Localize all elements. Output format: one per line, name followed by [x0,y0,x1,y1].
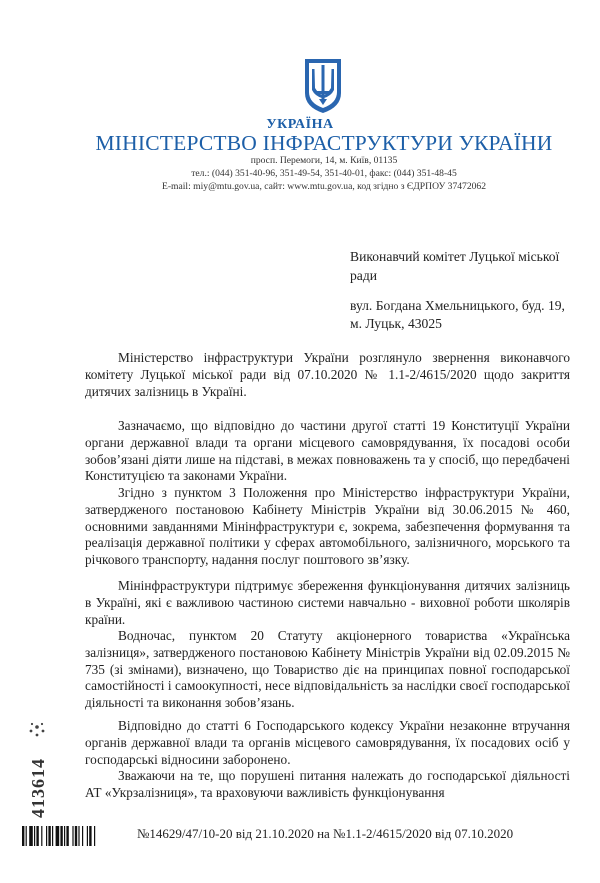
recipient-street: вул. Богдана Хмельницького, буд. 19, [350,298,565,313]
paragraph-4: Мінінфраструктури підтримує збереження функціонування дитячих залізниць в Україні, які є важливою частиною системи навчально - виховної роботи школярів країни. [85,578,570,627]
barcode-icon [22,826,137,846]
stamp-number-text: 413614 [28,758,48,818]
paragraph-2: Зазначаємо, що відповідно до частини другої статті 19 Конституції України органи державної влади та органи місцевого самоврядування, їх посадові особи зобов’язані діяти лише на підставі, в межах повноважень та у спосіб, що передбачені Конституцією та законами України. [85,418,570,484]
ministry-address: просп. Перемоги, 14, м. Київ, 01135 [250,155,398,166]
paragraph-5: Водночас, пунктом 20 Статуту акціонерного товариства «Українська залізниця», затвердженого постановою Кабінету Міністрів України від 02.09.2015 № 735 (зі змінами), визначено, що Товариство діє на принципах повної господарської самостійності і самоокупності, несе відповідальність за наслідки своєї господарської діяльності та виконання зобов’язань. [85,628,570,711]
paragraph-3: Згідно з пунктом 3 Положення про Міністерство інфраструктури України, затвердженого постановою Кабінету Міністрів України від 30.06.2015 № 460, основними завданнями Мінінфраструктури є, зокрема, забезпечення формування та реалізація державної політики у сферах автомобільного, залізничного, морського та річкового транспорту, надання послуг поштового зв’язку. [85,485,570,568]
registration-number: №14629/47/10-20 від 21.10.2020 на №1.1-2/4615/2020 від 07.10.2020 [137,826,514,841]
paragraph-7: Зважаючи на те, що порушені питання належать до господарської діяльності АТ «Укрзалізниця», та враховуючи важливість функціонування [85,768,570,800]
country-title: УКРАЇНА [266,117,334,132]
document-stamp-number [14,718,54,823]
paragraph-6: Відповідно до статті 6 Господарського кодексу України незаконне втручання органів державної влади та органів місцевого самоврядування, їх посадових осіб у господарські відносини заборонено. [85,718,570,767]
paragraph-1: Міністерство інфраструктури України розглянуло звернення виконавчого комітету Луцької міської ради від 07.10.2020 № 1.1-2/4615/2020 щодо закриття дитячих залізниць в Україні. [85,350,570,399]
recipient-line-1: Виконавчий комітет Луцької міської [350,249,560,264]
ministry-email: E-mail: miy@mtu.gov.ua, сайт: www.mtu.gov.ua, код згідно з ЄДРПОУ 37472062 [161,181,487,192]
recipient-line-2: ради [350,268,378,283]
ministry-phones: тел.: (044) 351-40-96, 351-49-54, 351-40-01, факс: (044) 351-48-45 [191,168,457,179]
stamp-ornament-icon [30,723,45,737]
trident-icon [302,55,344,115]
ministry-title: МІНІСТЕРСТВО ІНФРАСТРУКТУРИ УКРАЇНИ [95,131,553,155]
recipient-city: м. Луцьк, 43025 [350,316,442,331]
